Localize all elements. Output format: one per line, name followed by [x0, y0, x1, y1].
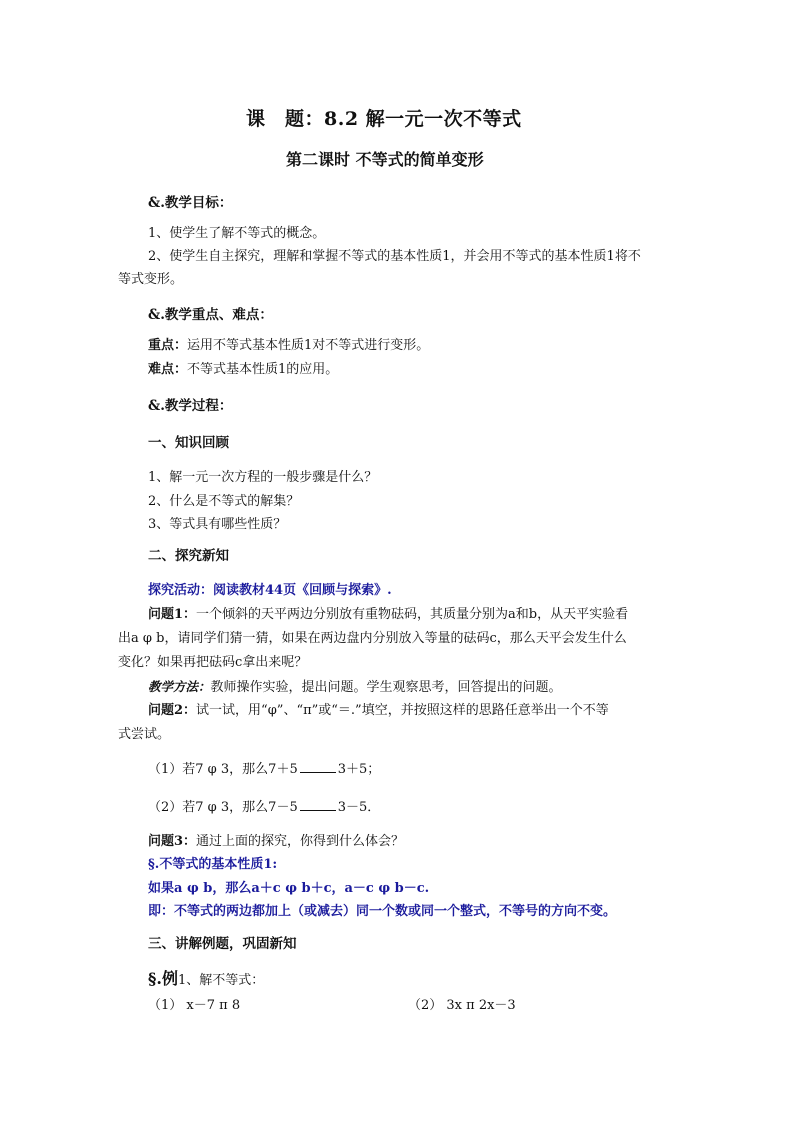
hard-point-text: 不等式基本性质1的应用。 [187, 362, 339, 377]
goal-item-2-line-2: 等式变形。 [118, 272, 184, 287]
problem-1-label: 问题1： [148, 607, 197, 622]
example-label: §.例 [148, 969, 178, 988]
problem-1-line-1 [148, 606, 628, 624]
page-subtitle: 第二课时 不等式的简单变形 [286, 150, 484, 169]
exercise-2-blank[interactable] [300, 798, 336, 811]
key-point-text: 运用不等式基本性质1对不等式进行变形。 [187, 338, 430, 353]
hard-point [148, 361, 338, 379]
hard-point-label: 难点： [148, 362, 188, 377]
exercise-2 [148, 798, 380, 817]
page-title: 课 题：8.2 解一元一次不等式 [246, 108, 522, 130]
exercise-2-suffix: 3－5． [337, 800, 381, 815]
exercise-1-prefix: （1）若7 φ 3，那么7＋5 [148, 762, 298, 777]
exercise-2-prefix: （2）若7 φ 3，那么7－5 [148, 800, 298, 815]
process-heading: &.教学过程： [148, 398, 233, 414]
property-title: §.不等式的基本性质1: [148, 857, 278, 872]
review-question-3: 3、等式具有哪些性质？ [148, 517, 287, 532]
goal-item-1: 1、使学生了解不等式的概念。 [148, 226, 326, 241]
teaching-method-text: 教师操作实验，提出问题。学生观察思考，回答提出的问题。 [210, 680, 562, 695]
key-point [148, 337, 429, 355]
example-1-b: （2） 3x π 2x－3 [408, 998, 516, 1013]
teaching-method-label: 教学方法： [148, 679, 211, 694]
review-question-2: 2、什么是不等式的解集？ [148, 494, 300, 509]
property-summary: 即：不等式的两边都加上（或减去）同一个数或同一个整式，不等号的方向不变。 [148, 904, 617, 919]
property-statement: 如果a φ b，那么a＋c φ b＋c，a－c φ b－c. [148, 881, 430, 896]
problem-2-line-2: 式尝试。 [118, 727, 171, 742]
problem-3-text: 通过上面的探究，你得到什么体会？ [196, 834, 405, 849]
problem-2-label: 问题2： [148, 703, 197, 718]
problem-2-line-1 [148, 702, 609, 720]
examples-heading: 三、讲解例题，巩固新知 [148, 936, 297, 952]
review-heading: 一、知识回顾 [148, 435, 229, 451]
explore-activity: 探究活动：阅读教材44页《回顾与探索》. [148, 583, 392, 598]
keypoints-heading: &.教学重点、难点： [148, 307, 273, 323]
example-1-text: 1、解不等式： [177, 973, 265, 988]
goals-heading: &.教学目标： [148, 195, 233, 211]
example-1-a: （1） x－7 π 8 [148, 998, 241, 1013]
problem-3-label: 问题3： [148, 834, 197, 849]
problem-1-text: 一个倾斜的天平两边分别放有重物砝码，其质量分别为a和b，从天平实验看 [196, 607, 629, 622]
teaching-method [148, 678, 562, 697]
problem-1-line-2: 出a φ b，请同学们猜一猜，如果在两边盘内分别放入等量的砝码c，那么天平会发生什么 [118, 631, 627, 646]
key-point-label: 重点： [148, 338, 188, 353]
problem-1-line-3: 变化？如果再把砝码c拿出来呢？ [118, 655, 308, 670]
goal-item-2-line-1: 2、使学生自主探究，理解和掌握不等式的基本性质1，并会用不等式的基本性质1将不 [148, 249, 641, 264]
exercise-1-blank[interactable] [300, 760, 336, 773]
problem-2-text: 试一试，用“φ”、“π”或“＝.”填空，并按照这样的思路任意举出一个不等 [196, 703, 609, 718]
exercise-1 [148, 760, 380, 779]
exercise-1-suffix: 3＋5； [337, 762, 381, 777]
review-question-1: 1、解一元一次方程的一般步骤是什么？ [148, 470, 378, 485]
explore-heading: 二、探究新知 [148, 548, 229, 564]
example-1-heading [148, 970, 264, 990]
problem-3 [148, 833, 404, 851]
